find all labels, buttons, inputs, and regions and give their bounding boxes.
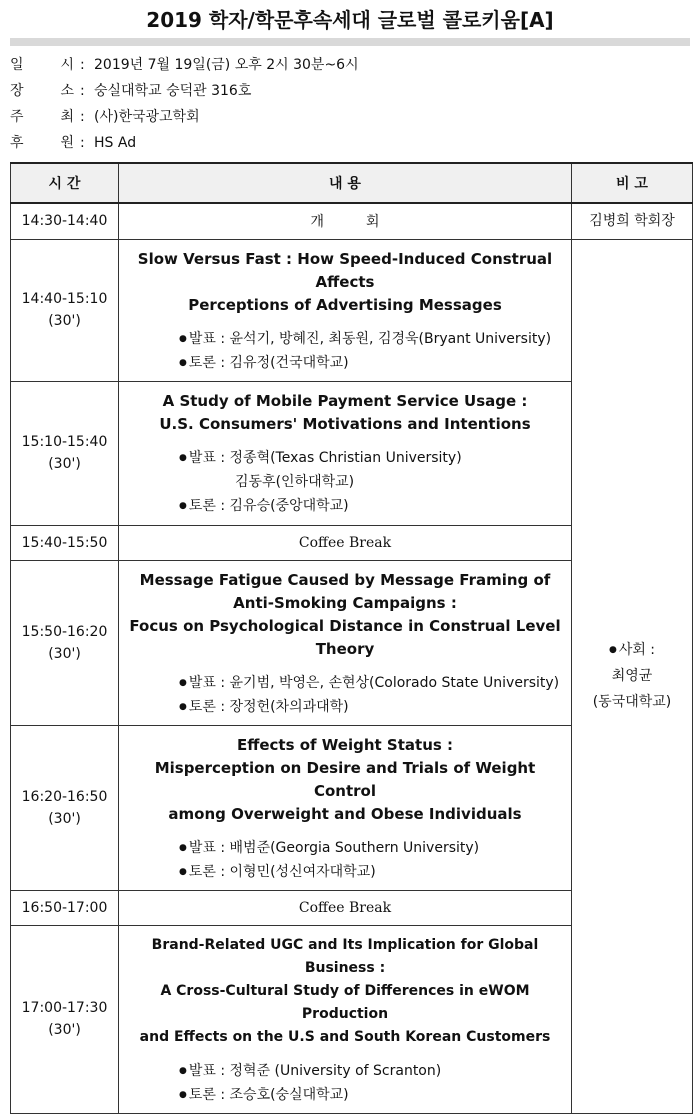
page-title: 2019 학자/학문후속세대 글로벌 콜로키움[A] [146, 8, 554, 32]
talk-title: Message Fatigue Caused by Message Framing of Anti-Smoking Campaigns : Focus on Psychological Distance in Construal Level Theory [129, 570, 561, 658]
header-time: 시 간 [11, 163, 119, 203]
session-cell [119, 560, 572, 725]
time-cell: 15:10-15:40 (30') [11, 381, 119, 525]
discussant: ● 토론 : 김유승(중앙대학교) [179, 497, 349, 514]
event-info [10, 52, 690, 156]
presenter: ● 발표 : 정종혁(Texas Christian University) [179, 449, 462, 466]
discussant: ● 토론 : 조승호(숭실대학교) [179, 1086, 349, 1103]
header-content: 내 용 [119, 163, 572, 203]
presenter: ● 발표 : 윤석기, 방혜진, 최동원, 김경욱(Bryant University) [179, 330, 552, 347]
time-cell: 14:30-14:40 [11, 203, 119, 239]
title-underline-bar [10, 38, 690, 46]
discussant: ● 토론 : 김유정(건국대학교) [179, 354, 349, 371]
table-row [11, 203, 693, 239]
time-cell: 16:50-17:00 [11, 890, 119, 925]
opening-cell: 개 회 [119, 203, 572, 239]
time-cell: 15:40-15:50 [11, 525, 119, 560]
info-value: HS Ad [94, 135, 137, 151]
info-key: 일 시 [10, 57, 74, 73]
session-cell [119, 239, 572, 381]
talk-title: Slow Versus Fast : How Speed-Induced Construal Affects Perceptions of Advertising Messages [137, 249, 553, 314]
table-row [11, 239, 693, 381]
info-key: 장 소 [10, 83, 74, 99]
info-key: 주 최 [10, 109, 74, 125]
info-value: (사)한국광고학회 [94, 109, 200, 125]
schedule-table [10, 162, 693, 1114]
session-cell [119, 925, 572, 1113]
info-value: 숭실대학교 숭덕관 316호 [94, 83, 252, 99]
time-cell: 14:40-15:10 (30') [11, 239, 119, 381]
discussant: ● 토론 : 장정헌(차의과대학) [179, 698, 349, 715]
info-row-place: 장 소 : 숭실대학교 숭덕관 316호 [10, 78, 690, 104]
presenter: ● 발표 : 배범준(Georgia Southern University) [179, 839, 480, 856]
coffee-break: Coffee Break [119, 525, 572, 560]
presenter-continued: 김동후(인하대학교) [235, 473, 355, 490]
info-row-sponsor: 후 원 : HS Ad [10, 130, 690, 156]
info-key: 후 원 [10, 135, 74, 151]
table-header-row [11, 163, 693, 203]
moderator-cell: ● 사회 : 최영균 (동국대학교) [572, 239, 693, 1113]
time-cell: 15:50-16:20 (30') [11, 560, 119, 725]
discussant: ● 토론 : 이형민(성신여자대학교) [179, 863, 376, 880]
talk-title: Effects of Weight Status : Misperception on Desire and Trials of Weight Control among Overweight and Obese Individuals [154, 735, 536, 823]
info-row-date: 일 시 : 2019년 7월 19일(금) 오후 2시 30분~6시 [10, 52, 690, 78]
session-cell [119, 381, 572, 525]
note-cell: 김병희 학회장 [572, 203, 693, 239]
session-cell [119, 725, 572, 890]
presenter: ● 발표 : 정혁준 (University of Scranton) [179, 1062, 442, 1079]
talk-title: Brand-Related UGC and Its Implication for Global Business : A Cross-Cultural Study of Differences in eWOM Production and Effects on the U.S and South Korean Customers [139, 936, 551, 1045]
header-note: 비 고 [572, 163, 693, 203]
coffee-break: Coffee Break [119, 890, 572, 925]
presenter: ● 발표 : 윤기범, 박영은, 손현상(Colorado State University) [179, 674, 560, 691]
talk-title: A Study of Mobile Payment Service Usage : U.S. Consumers' Motivations and Intentions [159, 391, 531, 433]
info-row-host: 주 최 : (사)한국광고학회 [10, 104, 690, 130]
info-value: 2019년 7월 19일(금) 오후 2시 30분~6시 [94, 57, 359, 73]
time-cell: 16:20-16:50 (30') [11, 725, 119, 890]
time-cell: 17:00-17:30 (30') [11, 925, 119, 1113]
